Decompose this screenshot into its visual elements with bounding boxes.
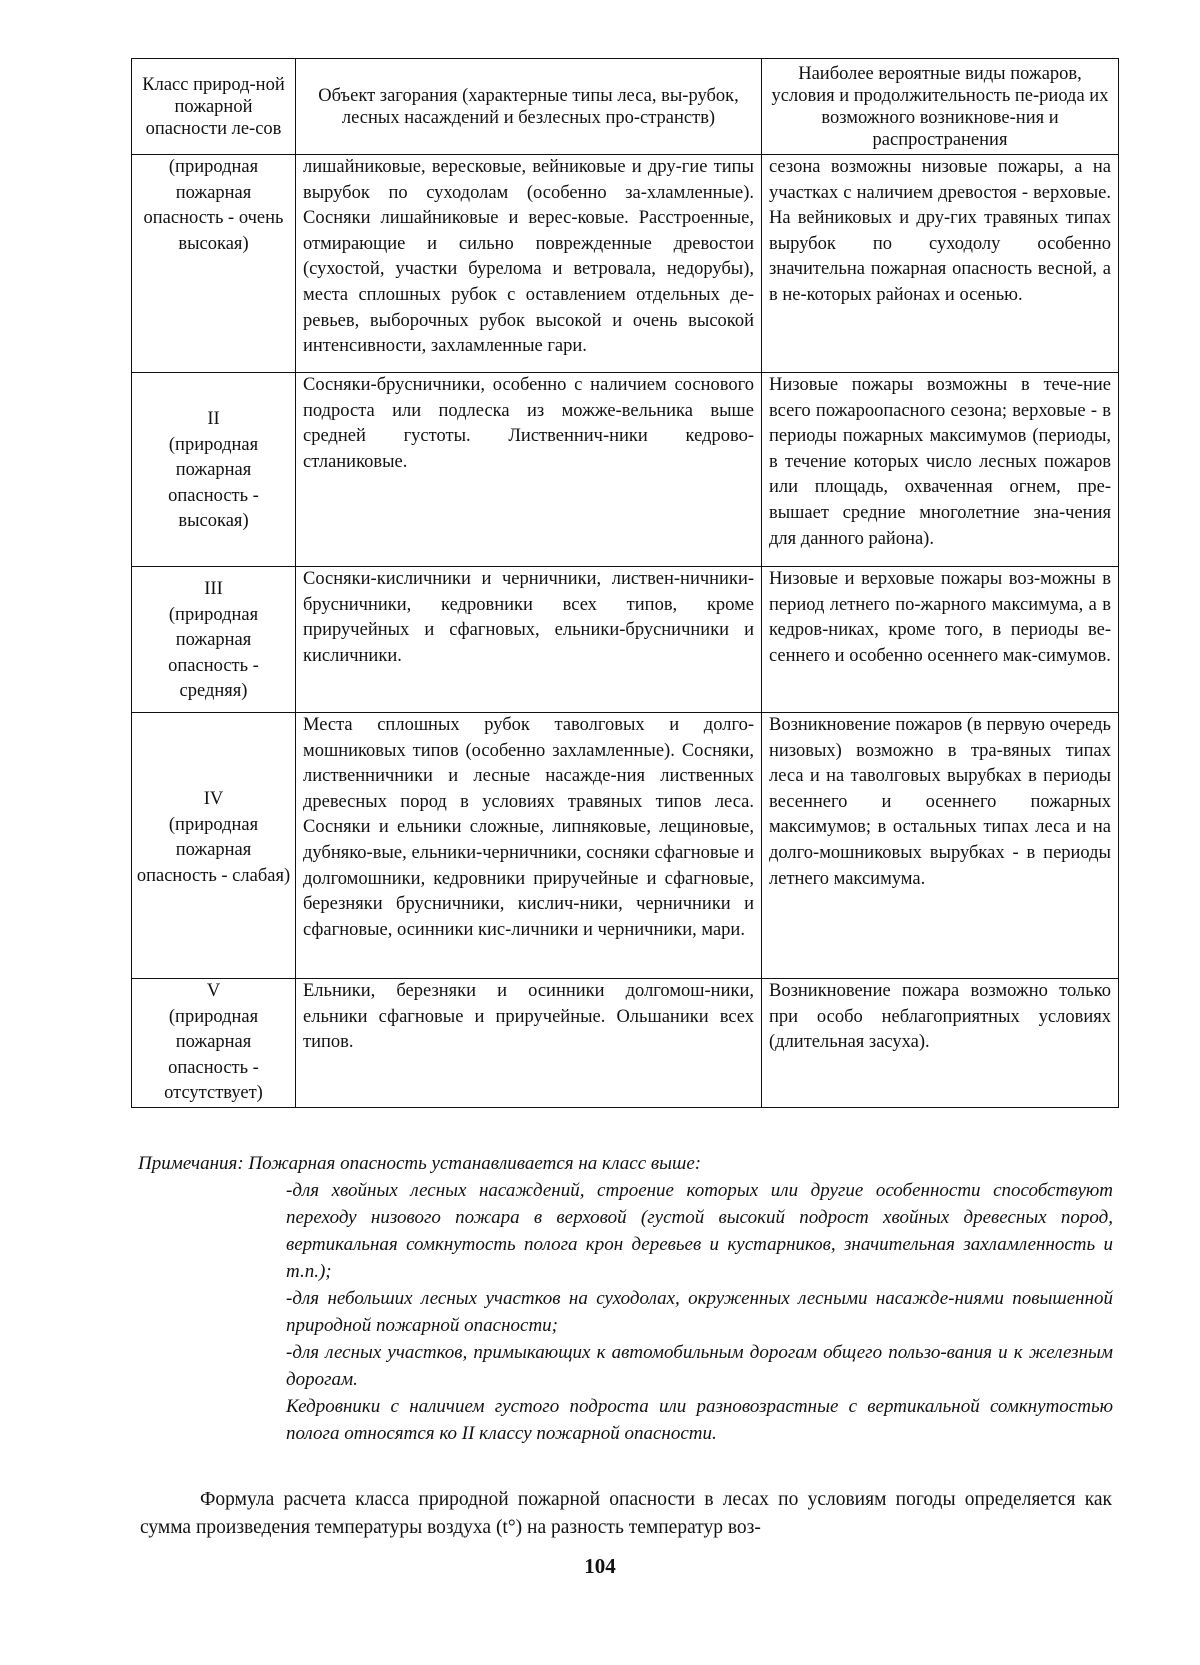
table-row bbox=[132, 713, 1119, 979]
note-item: Кедровники с наличием густого подроста или разновозрастные с вертикальной сомкнутостью полога относятся ко II классу пожарной опасности. bbox=[286, 1396, 1113, 1444]
table-notes bbox=[138, 1150, 1113, 1447]
fires-cell: Низовые пожары возможны в тече-ние всего пожароопасного сезона; верховые - в периоды пожарных максимумов (периоды, в течение которых число лесных пожаров или площадь, охваченная огнем, пре-вышает средние многолетние зна-чения для данного района). bbox=[762, 373, 1119, 567]
class-description: (природная пожарная опасность - отсутствует) bbox=[164, 1006, 263, 1104]
class-cell bbox=[132, 979, 296, 1108]
table-row bbox=[132, 155, 1119, 373]
class-numeral: V bbox=[206, 981, 221, 1001]
notes-heading: Примечания: Пожарная опасность устанавливается на класс выше: bbox=[138, 1153, 702, 1174]
table-row bbox=[132, 979, 1119, 1108]
note-item: -для небольших лесных участков на суходолах, окруженных лесными насажде-ниями повышенной природной пожарной опасности; bbox=[286, 1288, 1113, 1336]
class-cell bbox=[132, 567, 296, 713]
table-row bbox=[132, 567, 1119, 713]
page-number: 104 bbox=[584, 1554, 616, 1578]
fire-danger-table bbox=[131, 58, 1119, 1108]
object-cell: Места сплошных рубок таволговых и долго-мошниковых типов (особенно захламленные). Сосняки, лиственничники и лесные насажде-ния лиственных древесных пород в условиях травяных типов леса. Сосняки и ельники сложные, липняковые, лещиновые, дубняко-вые, ельники-черничники, сосняки сфагновые и долгомошники, кедровники приручейные и сфагновые, березняки брусничники, кислич-ники, черничники и сфагновые, осинники кис-личники и черничники, мари. bbox=[296, 713, 762, 979]
class-numeral: II bbox=[207, 409, 220, 429]
class-cell bbox=[132, 373, 296, 567]
body-paragraph bbox=[140, 1486, 1112, 1542]
fires-cell: Возникновение пожара возможно только при особо неблагоприятных условиях (длительная засуха). bbox=[762, 979, 1119, 1108]
header-fires: Наиболее вероятные виды пожаров, условия и продолжительность пе-риода их возможного возникнове-ния и распространения bbox=[762, 59, 1119, 155]
header-object: Объект загорания (характерные типы леса, вы-рубок, лесных насаждений и безлесных про-странств) bbox=[296, 59, 762, 155]
class-description: (природная пожарная опасность - слабая) bbox=[136, 814, 291, 886]
class-description: (природная пожарная опасность - очень высокая) bbox=[143, 157, 284, 254]
class-cell bbox=[132, 713, 296, 979]
class-description: (природная пожарная опасность - средняя) bbox=[168, 604, 259, 702]
object-cell: Ельники, березняки и осинники долгомош-ники, ельники сфагновые и приручейные. Ольшаники всех типов. bbox=[296, 979, 762, 1108]
class-numeral: III bbox=[204, 579, 223, 599]
object-cell: лишайниковые, вересковые, вейниковые и дру-гие типы вырубок по суходолам (особенно за-хламленные). Сосняки лишайниковые и верес-ковые. Расстроенные, отмирающие и сильно поврежденные древостои (сухостой, участки бурелома и ветровала, недорубы), места сплошных рубок с оставлением отдельных де-ревьев, выборочных рубок высокой и очень высокой интенсивности, захламленные гари. bbox=[296, 155, 762, 373]
note-item: -для лесных участков, примыкающих к автомобильным дорогам общего пользо-вания и к железным дорогам. bbox=[286, 1342, 1113, 1390]
class-cell bbox=[132, 155, 296, 373]
note-item: -для хвойных лесных насаждений, строение которых или другие особенности способствуют переходу низового пожара в верховой (густой высокий подрост хвойных древесных пород, вертикальная сомкнутость полога крон деревьев и кустарников, значительная захламленность и т.п.); bbox=[286, 1180, 1113, 1282]
body-paragraph-text: Формула расчета класса природной пожарной опасности в лесах по условиям погоды определяется как сумма произведения температуры воздуха (t°) на разность температур воз- bbox=[140, 1489, 1112, 1538]
fires-cell: сезона возможны низовые пожары, а на участках с наличием древостоя - верховые. На вейниковых и дру-гих травяных типах вырубок по суходолу особенно значительна пожарная опасность весной, а в не-которых районах и осенью. bbox=[762, 155, 1119, 373]
object-cell: Сосняки-кисличники и черничники, листвен-ничники-брусничники, кедровники всех типов, кроме приручейных и сфагновых, ельники-брусничники и кисличники. bbox=[296, 567, 762, 713]
class-description: (природная пожарная опасность - высокая) bbox=[168, 434, 259, 532]
header-class: Класс природ-ной пожарной опасности ле-сов bbox=[132, 59, 296, 155]
object-cell: Сосняки-брусничники, особенно с наличием соснового подроста или подлеска из можже-вельника выше средней густоты. Лиственнич-ники кедрово- стланиковые. bbox=[296, 373, 762, 567]
table-row bbox=[132, 373, 1119, 567]
fires-cell: Возникновение пожаров (в первую очередь низовых) возможно в тра-вяных типах леса и на таволговых вырубках в периоды весеннего и осеннего пожарных максимумов; в остальных типах леса и на долго-мошниковых вырубках - в периоды летнего максимума. bbox=[762, 713, 1119, 979]
table-header-row bbox=[132, 59, 1119, 155]
fires-cell: Низовые и верховые пожары воз-можны в период летнего по-жарного максимума, а в кедров-никах, кроме того, в периоды ве-сеннего и особенно осеннего мак-симумов. bbox=[762, 567, 1119, 713]
class-numeral: IV bbox=[203, 789, 224, 809]
